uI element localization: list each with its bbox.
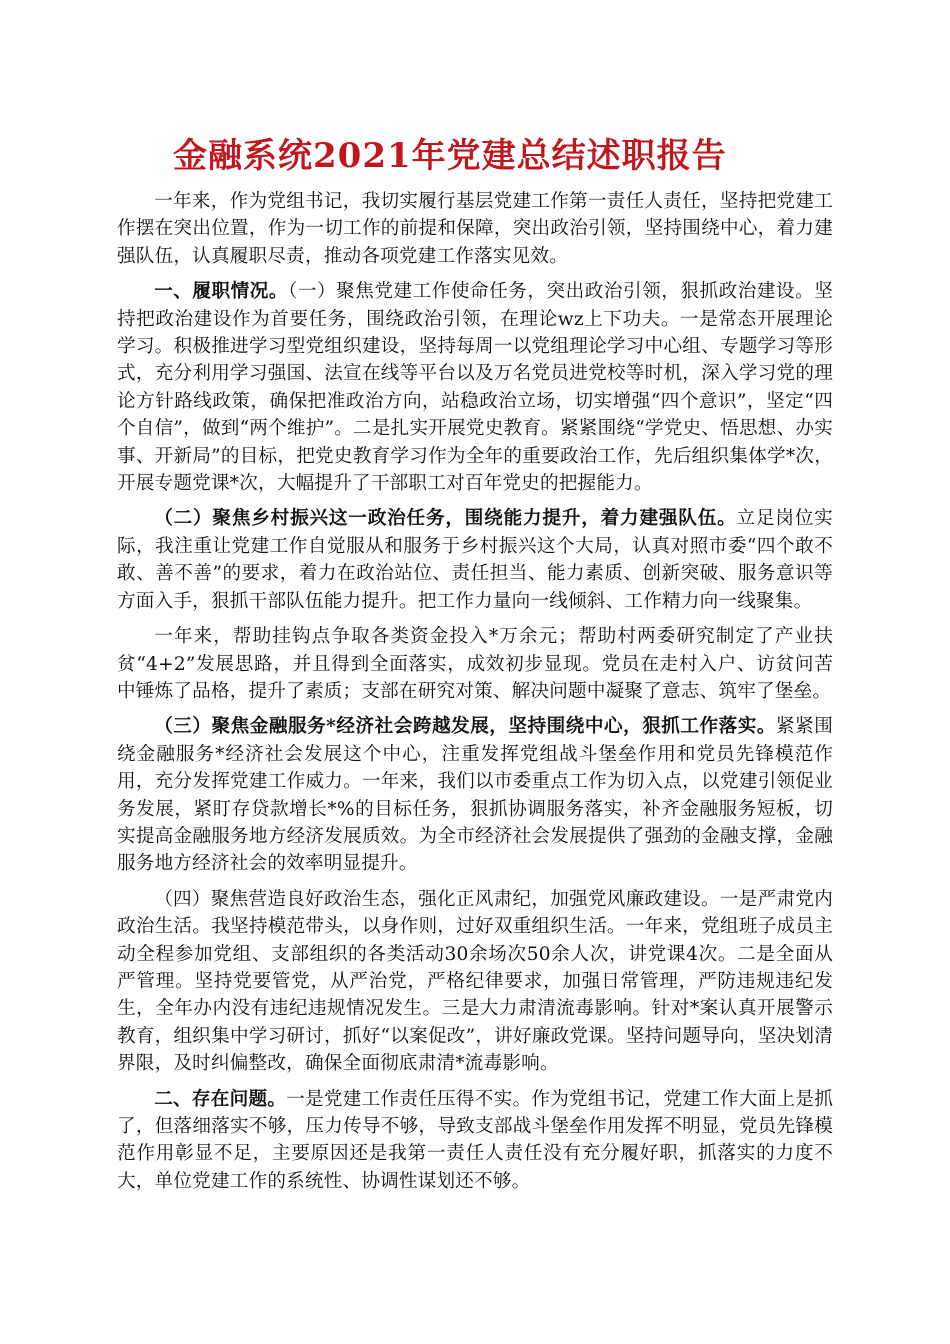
section-heading: 一、履职情况。 bbox=[154, 281, 289, 303]
subsection-heading: （三）聚焦金融服务*经济社会跨越发展，坚持围绕中心，狠抓工作落实。 bbox=[154, 716, 776, 738]
year-results-paragraph bbox=[117, 623, 833, 705]
paragraph-text: 紧紧围绕金融服务*经济社会发展这个中心，注重发挥党组战斗堡垒作用和党员先锋模范作用，充分发挥党建工作威力。一年来，我们以市委重点工作为切入点，以党建引领促业务发展，紧盯存贷款增长*%的目标任务，狠抓协调服务落实，补齐金融服务短板，切实提高金融服务地方经济发展质效。为全市经济社会发展提供了强劲的金融支撑，金融服务地方经济社会的效率明显提升。 bbox=[117, 716, 833, 875]
financial-service-paragraph bbox=[117, 713, 833, 877]
political-ecology-paragraph bbox=[117, 886, 833, 1078]
subsection-heading: （二）聚焦乡村振兴这一政治任务，围绕能力提升，着力建强队伍。 bbox=[154, 508, 737, 530]
section-heading: 二、存在问题。 bbox=[154, 1088, 287, 1110]
paragraph-text: 立足岗位实际，我注重让党建工作自觉服从和服务于乡村振兴这个大局，认真对照市委“四个敢不敢、善不善”的要求，着力在政治站位、责任担当、能力素质、创新突破、服务意识等方面入手，狠抓干部队伍能力提升。把工作力量向一线倾斜、工作精力向一线聚集。 bbox=[117, 508, 833, 612]
document-title: 金融系统2021年党建总结述职报告 bbox=[173, 136, 727, 176]
rural-revitalization-paragraph bbox=[117, 505, 833, 615]
section-performance-paragraph bbox=[117, 278, 833, 497]
paragraph-text: 一是党建工作责任压得不实。作为党组书记，党建工作大面上是抓了，但落细落实不够，压力传导不够，导致支部战斗堡垒作用发挥不明显，党员先锋模范作用彰显不足，主要原因还是我第一责任人责任没有充分履好职，抓落实的力度不大，单位党建工作的系统性、协调性谋划还不够。 bbox=[117, 1088, 833, 1192]
paragraph-text: 一年来，帮助挂钩点争取各类资金投入*万余元；帮助村两委研究制定了产业扶贫“4+2”发展思路，并且得到全面落实，成效初步显现。党员在走村入户、访贫问苦中锤炼了品格，提升了素质；支部在研究对策、解决问题中凝聚了意志、筑牢了堡垒。 bbox=[117, 626, 833, 702]
existing-problems-paragraph bbox=[117, 1086, 833, 1196]
paragraph-text: （一）聚焦党建工作使命任务，突出政治引领，狠抓政治建设。坚持把政治建设作为首要任务，围绕政治引领，在理论wz上下功夫。一是常态开展理论学习。积极推进学习型党组织建设，坚持每周一以党组理论学习中心组、专题学习等形式，充分利用学习强国、法宣在线等平台以及万名党员进党校等时机，深入学习党的理论方针路线政策，确保把准政治方向，站稳政治立场，切实增强“四个意识”，坚定“四个自信”，做到“两个维护”。二是扎实开展党史教育。紧紧围绕“学党史、悟思想、办实事、开新局”的目标，把党史教育学习作为全年的重要政治工作，先后组织集体学*次，开展专题党课*次，大幅提升了干部职工对百年党史的把握能力。 bbox=[117, 281, 833, 495]
paragraph-text: 一年来，作为党组书记，我切实履行基层党建工作第一责任人责任，坚持把党建工作摆在突出位置，作为一切工作的前提和保障，突出政治引领，坚持围绕中心，着力建强队伍，认真履职尽责，推动各项党建工作落实见效。 bbox=[117, 191, 833, 267]
paragraph-text: （四）聚焦营造良好政治生态，强化正风肃纪，加强党风廉政建设。一是严肃党内政治生活。我坚持模范带头，以身作则，过好双重组织生活。一年来，党组班子成员主动全程参加党组、支部组织的各类活动30余场次50余人次，讲党课4次。二是全面从严管理。坚持党要管党，从严治党，严格纪律要求，加强日常管理，严防违规违纪发生，全年办内没有违纪违规情况发生。三是大力肃清流毒影响。针对*案认真开展警示教育，组织集中学习研讨，抓好“以案促改”，讲好廉政党课。坚持问题导向，坚决划清界限，及时纠偏整改，确保全面彻底肃清*流毒影响。 bbox=[117, 888, 833, 1075]
document-page bbox=[117, 134, 833, 1203]
intro-paragraph bbox=[117, 188, 833, 270]
